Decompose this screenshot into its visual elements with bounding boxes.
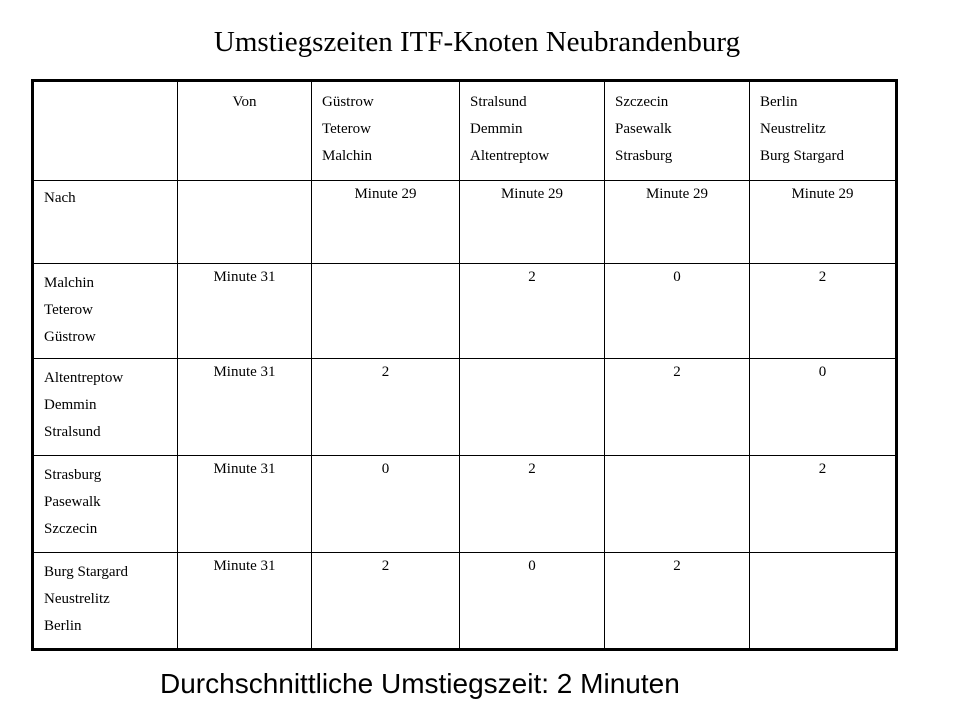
column-header-2 — [605, 81, 750, 181]
column-header-line: Strasburg — [615, 148, 673, 164]
transfer-time-cell — [460, 359, 605, 456]
table-header-row — [33, 81, 897, 181]
row-label-cell — [33, 359, 178, 456]
table-row — [33, 359, 897, 456]
arrival-minute-cell: Minute 29 — [605, 181, 750, 264]
column-header-line: Stralsund — [470, 94, 527, 110]
transfer-time-table — [31, 79, 898, 651]
transfer-time-cell: 2 — [605, 553, 750, 650]
column-header-1 — [460, 81, 605, 181]
nach-empty-cell — [178, 181, 312, 264]
row-label-line: Stralsund — [44, 424, 101, 440]
column-header-0 — [312, 81, 460, 181]
column-header-line: Altentreptow — [470, 148, 550, 164]
page-title: Umstiegszeiten ITF-Knoten Neubrandenburg — [213, 26, 741, 58]
corner-cell — [33, 81, 178, 181]
column-header-line: Pasewalk — [615, 121, 672, 137]
column-header-line: Malchin — [322, 148, 372, 164]
transfer-time-cell: 2 — [460, 456, 605, 553]
arrival-minute-cell: Minute 29 — [750, 181, 897, 264]
transfer-time-cell — [312, 264, 460, 359]
transfer-time-cell: 2 — [312, 553, 460, 650]
departure-minute-cell: Minute 31 — [178, 456, 312, 553]
row-label-cell — [33, 553, 178, 650]
transfer-time-cell: 2 — [312, 359, 460, 456]
transfer-time-cell: 2 — [460, 264, 605, 359]
column-header-line: Güstrow — [322, 94, 374, 110]
column-header-line: Neustrelitz — [760, 121, 826, 137]
transfer-time-cell — [605, 456, 750, 553]
transfer-time-cell: 0 — [605, 264, 750, 359]
transfer-time-cell: 2 — [605, 359, 750, 456]
row-label-line: Szczecin — [44, 521, 98, 537]
row-label-cell — [33, 264, 178, 359]
transfer-time-cell: 0 — [750, 359, 897, 456]
transfer-time-cell: 2 — [750, 264, 897, 359]
row-label-line: Teterow — [44, 302, 93, 318]
nach-label: Nach — [44, 190, 76, 206]
table-row — [33, 264, 897, 359]
departure-minute-cell: Minute 31 — [178, 553, 312, 650]
arrival-minute-cell: Minute 29 — [312, 181, 460, 264]
row-label-line: Berlin — [44, 618, 82, 634]
column-header-line: Burg Stargard — [760, 148, 845, 164]
row-label-cell — [33, 456, 178, 553]
nach-row — [33, 181, 897, 264]
departure-minute-cell: Minute 31 — [178, 264, 312, 359]
row-label-line: Strasburg — [44, 467, 102, 483]
row-label-line: Altentreptow — [44, 370, 124, 386]
row-label-line: Pasewalk — [44, 494, 101, 510]
von-label: Von — [232, 94, 257, 110]
table-row — [33, 553, 897, 650]
column-header-line: Demmin — [470, 121, 523, 137]
column-header-line: Teterow — [322, 121, 371, 137]
row-label-line: Malchin — [44, 275, 94, 291]
transfer-time-cell — [750, 553, 897, 650]
column-header-line: Szczecin — [615, 94, 669, 110]
transfer-time-cell: 0 — [312, 456, 460, 553]
table-row — [33, 456, 897, 553]
column-header-3 — [750, 81, 897, 181]
row-label-line: Demmin — [44, 397, 97, 413]
departure-minute-cell: Minute 31 — [178, 359, 312, 456]
transfer-time-cell: 0 — [460, 553, 605, 650]
row-label-line: Güstrow — [44, 329, 96, 345]
row-label-line: Neustrelitz — [44, 591, 110, 607]
von-header — [178, 81, 312, 181]
row-label-line: Burg Stargard — [44, 564, 129, 580]
nach-label-cell — [33, 181, 178, 264]
transfer-time-cell: 2 — [750, 456, 897, 553]
average-transfer-caption: Durchschnittliche Umstiegszeit: 2 Minuten — [160, 668, 680, 699]
arrival-minute-cell: Minute 29 — [460, 181, 605, 264]
column-header-line: Berlin — [760, 94, 798, 110]
